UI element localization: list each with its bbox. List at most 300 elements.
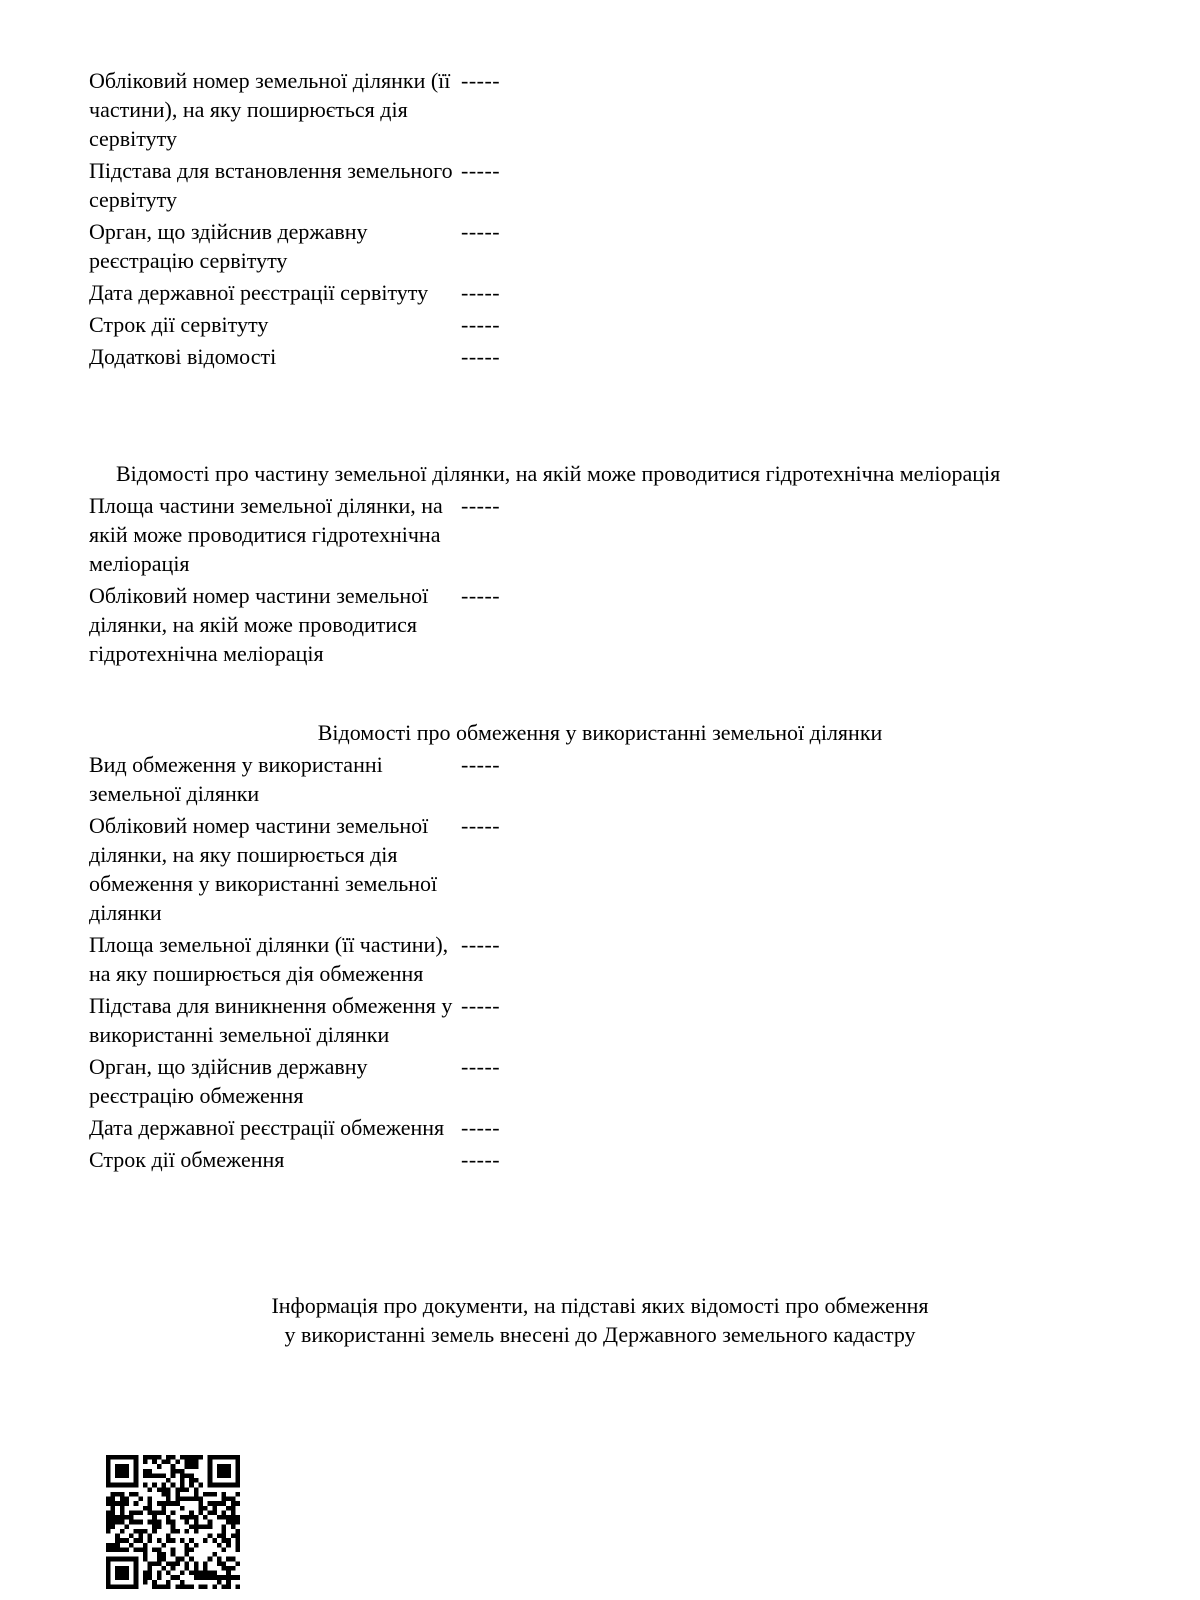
qr-module: [226, 1584, 231, 1589]
qr-module: [212, 1552, 217, 1557]
qr-module: [157, 1557, 162, 1562]
qr-module: [231, 1515, 236, 1520]
qr-module: [129, 1584, 134, 1589]
qr-module: [161, 1483, 166, 1488]
qr-module: [166, 1534, 171, 1539]
qr-module: [106, 1455, 111, 1460]
row-value: -----: [461, 158, 501, 183]
qr-module: [222, 1524, 227, 1529]
qr-module: [217, 1455, 222, 1460]
qr-module: [185, 1515, 190, 1520]
qr-module: [171, 1575, 176, 1580]
qr-module: [111, 1510, 116, 1515]
row-value: -----: [461, 344, 501, 369]
qr-module: [194, 1478, 199, 1483]
qr-module: [166, 1538, 171, 1543]
qr-module: [180, 1538, 185, 1543]
qr-module: [129, 1510, 134, 1515]
qr-module: [212, 1455, 217, 1460]
qr-module: [143, 1469, 148, 1474]
qr-module: [171, 1566, 176, 1571]
qr-module: [152, 1580, 157, 1585]
qr-module: [212, 1506, 217, 1511]
qr-module: [120, 1473, 125, 1478]
qr-module: [180, 1497, 185, 1502]
qr-module: [148, 1538, 153, 1543]
qr-module: [120, 1575, 125, 1580]
qr-module: [226, 1464, 231, 1469]
qr-module: [111, 1455, 116, 1460]
qr-module: [138, 1497, 143, 1502]
qr-module: [115, 1538, 120, 1543]
qr-module: [222, 1501, 227, 1506]
qr-module: [235, 1483, 240, 1488]
qr-module: [161, 1552, 166, 1557]
qr-module: [235, 1584, 240, 1589]
qr-module: [198, 1510, 203, 1515]
qr-module: [235, 1478, 240, 1483]
qr-module: [203, 1561, 208, 1566]
qr-module: [175, 1561, 180, 1566]
qr-module: [152, 1561, 157, 1566]
qr-module: [148, 1510, 153, 1515]
qr-module: [231, 1506, 236, 1511]
qr-module: [203, 1538, 208, 1543]
qr-module: [166, 1460, 171, 1465]
qr-module: [134, 1492, 139, 1497]
qr-module: [166, 1478, 171, 1483]
qr-module: [171, 1473, 176, 1478]
qr-module: [111, 1506, 116, 1511]
qr-module: [208, 1501, 213, 1506]
qr-module: [134, 1538, 139, 1543]
qr-module: [157, 1473, 162, 1478]
servitude-row-cadastral-number: [89, 66, 1139, 153]
qr-module: [185, 1464, 190, 1469]
qr-module: [194, 1515, 199, 1520]
qr-module: [185, 1520, 190, 1525]
qr-module: [208, 1460, 213, 1465]
qr-module: [175, 1584, 180, 1589]
qr-module: [222, 1497, 227, 1502]
qr-module: [134, 1557, 139, 1562]
restriction-section-title: Відомості про обмеження у використанні земельної ділянки: [317, 720, 883, 745]
qr-module: [222, 1492, 227, 1497]
qr-module: [231, 1575, 236, 1580]
qr-module: [226, 1455, 231, 1460]
qr-module: [148, 1455, 153, 1460]
qr-module: [185, 1529, 190, 1534]
qr-module: [120, 1455, 125, 1460]
qr-module: [171, 1547, 176, 1552]
qr-module: [111, 1543, 116, 1548]
qr-module: [231, 1524, 236, 1529]
qr-module: [129, 1455, 134, 1460]
qr-module: [185, 1552, 190, 1557]
qr-module: [171, 1464, 176, 1469]
qr-module: [222, 1469, 227, 1474]
qr-module: [124, 1515, 129, 1520]
qr-module: [157, 1547, 162, 1552]
qr-module: [143, 1543, 148, 1548]
qr-module: [217, 1469, 222, 1474]
row-value: -----: [461, 993, 501, 1018]
qr-module: [171, 1510, 176, 1515]
qr-module: [231, 1501, 236, 1506]
qr-module: [208, 1473, 213, 1478]
qr-module: [148, 1571, 153, 1576]
row-value: -----: [461, 1147, 501, 1172]
servitude-row-registration-date: [89, 278, 1139, 307]
qr-module: [106, 1478, 111, 1483]
qr-code-icon: [106, 1455, 240, 1589]
qr-module: [148, 1534, 153, 1539]
qr-module: [194, 1460, 199, 1465]
qr-module: [138, 1534, 143, 1539]
qr-module: [157, 1571, 162, 1576]
qr-module: [208, 1571, 213, 1576]
qr-module: [226, 1497, 231, 1502]
qr-module: [157, 1487, 162, 1492]
qr-module: [124, 1455, 129, 1460]
qr-module: [212, 1584, 217, 1589]
qr-module: [157, 1584, 162, 1589]
qr-module: [208, 1575, 213, 1580]
qr-module: [185, 1487, 190, 1492]
qr-module: [124, 1501, 129, 1506]
restriction-section: [89, 750, 1139, 1177]
qr-module: [231, 1534, 236, 1539]
qr-module: [138, 1538, 143, 1543]
qr-module: [152, 1515, 157, 1520]
documents-section-title: [0, 1291, 1200, 1349]
qr-module: [115, 1566, 120, 1571]
qr-module: [152, 1473, 157, 1478]
qr-module: [180, 1515, 185, 1520]
row-label: Дата державної реєстрації сервітуту: [89, 280, 429, 305]
qr-module: [157, 1510, 162, 1515]
qr-module: [143, 1460, 148, 1465]
qr-module: [143, 1557, 148, 1562]
qr-module: [148, 1501, 153, 1506]
qr-module: [115, 1515, 120, 1520]
qr-module: [166, 1584, 171, 1589]
qr-module: [106, 1571, 111, 1576]
qr-module: [120, 1557, 125, 1562]
servitude-row-basis: [89, 156, 1139, 214]
qr-module: [120, 1538, 125, 1543]
qr-module: [198, 1497, 203, 1502]
qr-module: [194, 1497, 199, 1502]
qr-module: [152, 1510, 157, 1515]
qr-module: [129, 1520, 134, 1525]
restriction-row-registration-date: [89, 1113, 1139, 1142]
servitude-row-authority: [89, 217, 1139, 275]
qr-module: [152, 1584, 157, 1589]
qr-module: [203, 1506, 208, 1511]
qr-module: [166, 1487, 171, 1492]
qr-module: [198, 1571, 203, 1576]
qr-module: [194, 1529, 199, 1534]
qr-module: [152, 1460, 157, 1465]
qr-module: [106, 1520, 111, 1525]
qr-module: [212, 1571, 217, 1576]
qr-module: [185, 1460, 190, 1465]
qr-module: [180, 1580, 185, 1585]
qr-module: [161, 1584, 166, 1589]
row-label: Обліковий номер частини земельної ділянки, на яку поширюється дія обмеження у використанні земельної ділянки: [89, 813, 438, 925]
qr-module: [157, 1524, 162, 1529]
qr-module: [124, 1571, 129, 1576]
row-value: -----: [461, 1115, 501, 1140]
qr-module: [134, 1561, 139, 1566]
row-label: Дата державної реєстрації обмеження: [89, 1115, 445, 1140]
qr-module: [235, 1469, 240, 1474]
qr-module: [124, 1584, 129, 1589]
qr-module: [217, 1534, 222, 1539]
qr-module: [106, 1575, 111, 1580]
qr-module: [115, 1571, 120, 1576]
restriction-row-area: [89, 930, 1139, 988]
qr-module: [180, 1506, 185, 1511]
row-label: Строк дії сервітуту: [89, 312, 269, 337]
qr-module: [208, 1510, 213, 1515]
qr-module: [106, 1460, 111, 1465]
row-value: -----: [461, 932, 501, 957]
qr-module: [212, 1538, 217, 1543]
qr-module: [134, 1478, 139, 1483]
qr-module: [194, 1524, 199, 1529]
row-value: -----: [461, 280, 501, 305]
qr-module: [189, 1483, 194, 1488]
qr-module: [180, 1478, 185, 1483]
qr-module: [226, 1543, 231, 1548]
qr-module: [143, 1483, 148, 1488]
qr-module: [120, 1506, 125, 1511]
qr-module: [166, 1497, 171, 1502]
row-value: -----: [461, 1054, 501, 1079]
qr-module: [171, 1483, 176, 1488]
qr-module: [217, 1464, 222, 1469]
qr-module: [129, 1515, 134, 1520]
qr-module: [235, 1529, 240, 1534]
qr-module: [106, 1501, 111, 1506]
qr-module: [226, 1538, 231, 1543]
qr-module: [189, 1460, 194, 1465]
qr-module: [217, 1501, 222, 1506]
qr-module: [203, 1566, 208, 1571]
qr-module: [115, 1520, 120, 1525]
qr-module: [134, 1547, 139, 1552]
hydro-row-cadastral-number: [89, 581, 1139, 668]
qr-module: [166, 1492, 171, 1497]
qr-module: [235, 1561, 240, 1566]
qr-module: [198, 1584, 203, 1589]
qr-module: [124, 1547, 129, 1552]
hydro-section: [89, 491, 1139, 671]
qr-module: [226, 1557, 231, 1562]
qr-module: [111, 1492, 116, 1497]
qr-module: [106, 1464, 111, 1469]
qr-module: [171, 1520, 176, 1525]
qr-module: [235, 1534, 240, 1539]
qr-module: [120, 1464, 125, 1469]
qr-module: [217, 1561, 222, 1566]
qr-module: [148, 1487, 153, 1492]
qr-module: [185, 1584, 190, 1589]
qr-module: [106, 1584, 111, 1589]
row-value: -----: [461, 583, 501, 608]
row-label: Обліковий номер частини земельної ділянки, на якій може проводитися гідротехнічна меліорація: [89, 583, 429, 666]
hydro-section-title: Відомості про частину земельної ділянки, на якій може проводитися гідротехнічна меліорація: [116, 461, 1001, 486]
qr-module: [189, 1524, 194, 1529]
qr-module: [143, 1580, 148, 1585]
qr-module: [235, 1473, 240, 1478]
qr-module: [180, 1571, 185, 1576]
qr-module: [157, 1561, 162, 1566]
qr-module: [217, 1580, 222, 1585]
qr-module: [106, 1566, 111, 1571]
qr-module: [226, 1473, 231, 1478]
qr-module: [198, 1501, 203, 1506]
qr-module: [175, 1492, 180, 1497]
qr-module: [120, 1497, 125, 1502]
qr-module: [134, 1464, 139, 1469]
qr-module: [161, 1492, 166, 1497]
qr-module: [111, 1515, 116, 1520]
qr-module: [148, 1561, 153, 1566]
qr-module: [148, 1520, 153, 1525]
qr-module: [166, 1571, 171, 1576]
qr-module: [134, 1575, 139, 1580]
qr-module: [143, 1575, 148, 1580]
qr-module: [208, 1520, 213, 1525]
qr-module: [222, 1534, 227, 1539]
qr-module: [134, 1455, 139, 1460]
qr-module: [161, 1460, 166, 1465]
qr-module: [134, 1473, 139, 1478]
qr-module: [115, 1584, 120, 1589]
qr-module: [235, 1460, 240, 1465]
row-label: Обліковий номер земельної ділянки (її частини), на яку поширюється дія сервітуту: [89, 68, 451, 151]
qr-module: [106, 1580, 111, 1585]
qr-module: [152, 1524, 157, 1529]
qr-module: [138, 1529, 143, 1534]
qr-module: [106, 1561, 111, 1566]
row-value: -----: [461, 312, 501, 337]
qr-module: [111, 1501, 116, 1506]
qr-module: [124, 1557, 129, 1562]
qr-module: [231, 1520, 236, 1525]
qr-module: [161, 1473, 166, 1478]
qr-module: [226, 1483, 231, 1488]
qr-module: [208, 1478, 213, 1483]
qr-module: [111, 1520, 116, 1525]
qr-module: [235, 1501, 240, 1506]
qr-module: [231, 1510, 236, 1515]
qr-module: [231, 1455, 236, 1460]
qr-module: [217, 1473, 222, 1478]
qr-module: [129, 1534, 134, 1539]
qr-module: [124, 1575, 129, 1580]
qr-module: [161, 1487, 166, 1492]
qr-module: [161, 1510, 166, 1515]
qr-module: [208, 1469, 213, 1474]
qr-module: [222, 1584, 227, 1589]
qr-module: [124, 1566, 129, 1571]
qr-module: [115, 1501, 120, 1506]
qr-module: [120, 1520, 125, 1525]
qr-module: [106, 1483, 111, 1488]
row-label: Вид обмеження у використанні земельної ділянки: [89, 752, 383, 806]
qr-module: [217, 1515, 222, 1520]
qr-module: [235, 1515, 240, 1520]
qr-module: [226, 1469, 231, 1474]
qr-module: [189, 1473, 194, 1478]
qr-module: [152, 1483, 157, 1488]
qr-module: [157, 1552, 162, 1557]
qr-module: [115, 1575, 120, 1580]
qr-module: [208, 1534, 213, 1539]
qr-module: [166, 1515, 171, 1520]
row-value: -----: [461, 813, 501, 838]
qr-module: [161, 1566, 166, 1571]
qr-module: [194, 1561, 199, 1566]
qr-module: [222, 1547, 227, 1552]
qr-module: [111, 1497, 116, 1502]
qr-module: [148, 1575, 153, 1580]
qr-module: [106, 1497, 111, 1502]
qr-module: [124, 1524, 129, 1529]
qr-module: [175, 1557, 180, 1562]
qr-module: [226, 1571, 231, 1576]
qr-module: [171, 1538, 176, 1543]
qr-module: [134, 1469, 139, 1474]
qr-module: [129, 1492, 134, 1497]
qr-module: [235, 1520, 240, 1525]
qr-module: [222, 1538, 227, 1543]
row-label: Підстава для встановлення земельного сервітуту: [89, 158, 453, 212]
qr-module: [194, 1543, 199, 1548]
qr-module: [134, 1580, 139, 1585]
qr-module: [189, 1538, 194, 1543]
qr-module: [129, 1483, 134, 1488]
qr-module: [226, 1506, 231, 1511]
qr-module: [198, 1524, 203, 1529]
qr-module: [189, 1497, 194, 1502]
qr-module: [124, 1483, 129, 1488]
qr-module: [189, 1478, 194, 1483]
qr-module: [148, 1469, 153, 1474]
qr-module: [231, 1483, 236, 1488]
qr-module: [175, 1501, 180, 1506]
qr-module: [115, 1534, 120, 1539]
qr-module: [180, 1469, 185, 1474]
qr-module: [115, 1547, 120, 1552]
qr-module: [171, 1529, 176, 1534]
qr-module: [175, 1575, 180, 1580]
restriction-row-cadastral-number: [89, 811, 1139, 927]
qr-module: [166, 1580, 171, 1585]
qr-module: [124, 1469, 129, 1474]
qr-module: [138, 1520, 143, 1525]
qr-module: [157, 1520, 162, 1525]
qr-module: [180, 1483, 185, 1488]
qr-module: [208, 1524, 213, 1529]
qr-module: [152, 1455, 157, 1460]
qr-module: [143, 1455, 148, 1460]
qr-module: [115, 1492, 120, 1497]
